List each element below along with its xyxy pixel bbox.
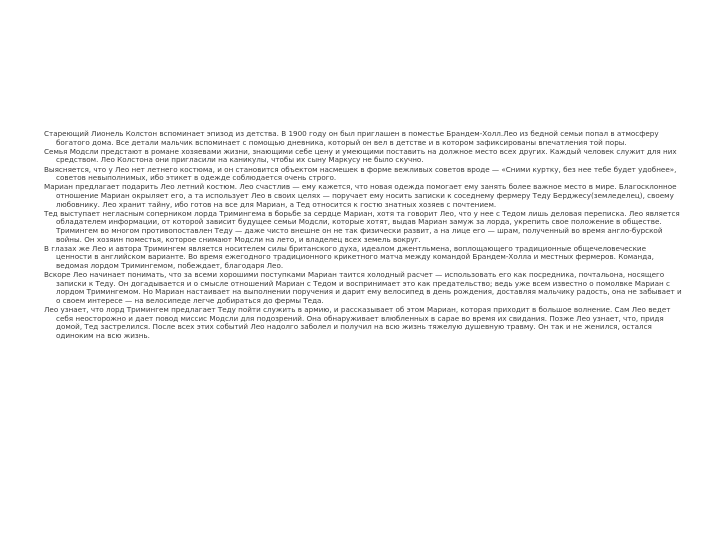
paragraph: Мариан предлагает подарить Лео летний костюм. Лео счастлив — ему кажется, что новая одежда помогает ему занять более важное место в мире. Благосклонное отношение Мариан окрыляет его, а та использует Лео в своих целях — поручает ему носить записки к соседнему фермеру Теду Берджесу(земледелец), своему любовнику. Лео хранит тайну, ибо готов на все для Мариан, а Тед относится к гостю знатных хозяев с почтением. — [44, 182, 677, 209]
paragraph: Лео узнает, что лорд Тримингем предлагает Теду пойти служить в армию, и рассказывает об этом Мариан, которая приходит в большое волнение. Сам Лео ведет себя неосторожно и дает повод миссис Модсли для подозрений. Она обнаруживает влюбленных в сарае во время их свидания. Позже Лео узнает, что, придя домой, Тед застрелился. После всех этих событий Лео надолго заболел и получил на всю жизнь тяжелую душевную травму. Он так и не женился, остался одиноким на всю жизнь. — [44, 305, 671, 340]
paragraph: Семья Модсли предстают в романе хозяевами жизни, знающими себе цену и умеющими поставить на должное место всех других. Каждый человек служит для них средством. Лео Колстона они пригласили на каникулы, чтобы их сыну Маркусу не было скучно. — [44, 146, 677, 165]
paragraph: Выясняется, что у Лео нет летнего костюма, и он становится объектом насмешек в форме вежливых советов вроде — «Сними куртку, без нее тебе будет удобнее», советов невыполнимых, ибо этикет в одежде соблюдается очень строго. — [44, 164, 677, 183]
paragraph: Вскоре Лео начинает понимать, что за всеми хорошими поступками Мариан таится холодный расчет — использовать его как посредника, почтальона, носящего записки к Теду. Он догадывается и о смысле отношений Мариан с Тедом и воспринимает это как предательство; ведь уже всем известно о помолвке Мариан с лордом Тримингемом. Но Мариан настаивает на выполнении поручения и дарит ему велосипед в день рождения, доставляя мальчику радость, она не забывает и о своем интересе — на велосипеде легче добираться до фермы Теда. — [44, 270, 682, 305]
paragraph: Стареющий Лионель Колстон вспоминает эпизод из детства. В 1900 году он был приглашен в поместье Брандем-Холл.Лео из бедной семьи попал в атмосферу богатого дома. Все детали мальчик вспоминает с помощью дневника, который он вел в детстве и в котором зафиксированы впечатления той поры. — [44, 129, 659, 147]
paragraph: Тед выступает негласным соперником лорда Тримингема в борьбе за сердце Мариан, хотя та говорит Лео, что у нее с Тедом лишь деловая переписка. Лео является обладателем информации, от которой зависит будущее семьи Модсли, которые хотят, выдав Мариан замуж за лорда, укрепить свое положение в обществе. Тримингем во многом противопоставлен Теду — даже чисто внешне он не так физически развит, а на лице его — шрам, полученный во время англо-бурской войны. Он хозяин поместья, которое снимают Модсли на лето, и владелец всех земель вокруг. — [44, 208, 680, 244]
paragraph: В глазах же Лео и автора Тримингем является носителем силы британского духа, идеалом джентльмена, воплощающего традиционные общечеловеческие ценности в английском варианте. Во время ежегодного традиционного крикетного матча между командой Брандем-Холла и местных фермеров. Команда, ведомая лордом Тримингемом, побеждает, благодаря Лео. — [44, 243, 654, 270]
text-block — [44, 130, 684, 341]
